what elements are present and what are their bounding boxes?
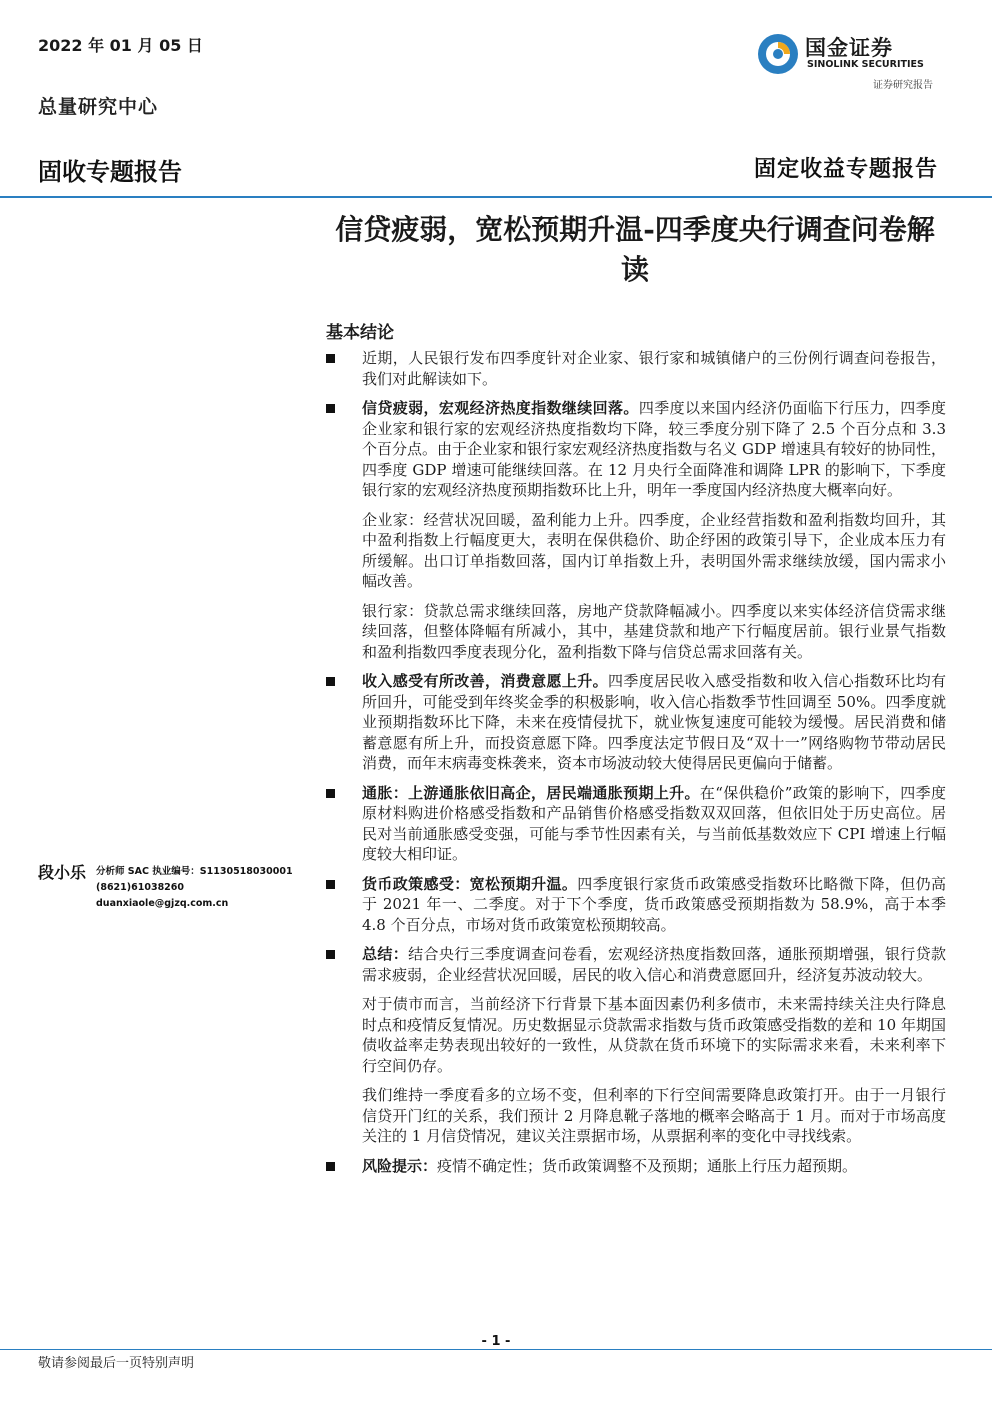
report-title: 信贷疲弱，宽松预期升温-四季度央行调查问卷解读 xyxy=(335,213,935,286)
sub-paragraph xyxy=(326,510,946,592)
bullet-text: 在“保供稳价”政策的影响下，四季度原材料购进价格感受指数和产品销售价格感受指数双双回落，但依旧处于历史高位。居民对当前通胀感受变强，可能与季节性因素有关，与当前低基数效应下 CPI 增速上行幅度较大相印证。 xyxy=(362,783,946,863)
bullet-text: 企业家：经营状况回暖，盈利能力上升。四季度，企业经营指数和盈利指数均回升，其中盈利指数上行幅度更大，表明在保供稳价、助企纾困的政策引导下，企业成本压力有所缓解。出口订单指数回落，国内订单指数上升，表明国外需求继续放缓，国内需求小幅改善。 xyxy=(362,510,946,590)
bullet-item xyxy=(326,348,946,389)
bullet-square-icon xyxy=(326,354,335,363)
bullet-text: 银行家：贷款总需求继续回落，房地产贷款降幅减小。四季度以来实体经济信贷需求继续回落，但整体降幅有所减小，其中，基建贷款和地产下行幅度居前。银行业景气指数和盈利指数四季度表现分化，盈利指数下降与信贷总需求回落有关。 xyxy=(362,601,946,661)
bullet-text: 疫情不确定性；货币政策调整不及预期；通胀上行压力超预期。 xyxy=(437,1156,858,1175)
author-info xyxy=(96,864,293,912)
report-type-left: 固收专题报告 xyxy=(38,158,182,186)
header-divider xyxy=(0,196,992,198)
bullet-square-icon xyxy=(326,404,335,413)
bullet-item xyxy=(326,783,946,865)
bullet-lead: 信贷疲弱，宏观经济热度指数继续回落。 xyxy=(362,399,639,417)
bullet-text: 四季度居民收入感受指数和收入信心指数环比均有所回升，可能受到年终奖金季的积极影响，收入信心指数季节性回调至 50%。四季度就业预期指数环比下降，未来在疫情侵扰下，就业恢复速度可能较为缓慢。居民消费和储蓄意愿有所上升，而投资意愿下降。四季度法定节假日及“双十一”网络购物节带动居民消费，而年末病毒变株袭来，资本市场波动较大使得居民更偏向于储蓄。 xyxy=(362,672,946,772)
logo-chinese-name: 国金证券 xyxy=(805,36,893,60)
bullet-square-icon xyxy=(326,677,335,686)
bullet-square-icon xyxy=(326,950,335,959)
conclusion-list xyxy=(326,348,946,1185)
author-name: 段小乐 xyxy=(38,863,87,882)
bullet-square-icon xyxy=(326,1162,335,1171)
bullet-lead: 风险提示： xyxy=(362,1156,438,1175)
bullet-item xyxy=(326,398,946,501)
sub-paragraph xyxy=(326,1085,946,1147)
logo-english-name: SINOLINK SECURITIES xyxy=(807,59,924,70)
bullet-item xyxy=(326,874,946,936)
footer-disclaimer: 敬请参阅最后一页特别声明 xyxy=(38,1356,195,1371)
section-heading: 基本结论 xyxy=(326,323,394,343)
bullet-square-icon xyxy=(326,880,335,889)
report-type-right: 固定收益专题报告 xyxy=(753,156,938,182)
bullet-item xyxy=(326,1156,946,1177)
page-number: - 1 - xyxy=(481,1334,511,1349)
bullet-lead: 收入感受有所改善，消费意愿上升。 xyxy=(362,672,609,690)
report-date: 2022 年 01 月 05 日 xyxy=(38,36,203,55)
bullet-item xyxy=(326,944,946,985)
company-logo xyxy=(757,29,947,91)
bullet-text: 对于债市而言，当前经济下行背景下基本面因素仍利多债市，未来需持续关注央行降息时点和疫情反复情况。历史数据显示贷款需求指数与货币政策感受指数的差和 10 年期国债收益率走势表现出较好的一致性，从贷款在货币环境下的实际需求来看，未来利率下行空间仍存。 xyxy=(362,995,946,1075)
sub-paragraph xyxy=(326,601,946,663)
department-name: 总量研究中心 xyxy=(38,96,159,118)
bullet-text: 四季度以来国内经济仍面临下行压力，四季度企业家和银行家的宏观经济热度指数均下降，较三季度分别下降了 2.5 个百分点和 3.3 个百分点。由于企业家和银行家宏观经济热度指数与名义 GDP 增速具有较好的协同性，四季度 GDP 增速可能继续回落。在 12 月央行全面降准和调降 LPR 的影响下，下季度银行家的宏观经济热度预期指数环比上升，明年一季度国内经济热度大概率向好。 xyxy=(362,399,946,499)
sub-paragraph xyxy=(326,994,946,1076)
bullet-square-icon xyxy=(326,789,335,798)
bullet-text: 四季度银行家货币政策感受指数环比略微下降，但仍高于 2021 年一、二季度。对于下个季度，货币政策感受预期指数为 58.9%，高于本季 4.8 个百分点，市场对货币政策宽松预期较高。 xyxy=(362,874,946,934)
sinolink-logo-icon xyxy=(757,33,799,75)
author-license: 分析师 SAC 执业编号：S1130518030001 xyxy=(96,866,293,877)
bullet-text: 我们维持一季度看多的立场不变，但利率的下行空间需要降息政策打开。由于一月银行信贷开门红的关系，我们预计 2 月降息靴子落地的概率会略高于 1 月。而对于市场高度关注的 1 月信贷情况，建议关注票据市场，从票据利率的变化中寻找线索。 xyxy=(362,1086,946,1145)
author-email: duanxiaole@gjzq.com.cn xyxy=(96,898,229,909)
bullet-lead: 货币政策感受：宽松预期升温。 xyxy=(362,874,578,893)
bullet-text: 近期，人民银行发布四季度针对企业家、银行家和城镇储户的三份例行调查问卷报告，我们对此解读如下。 xyxy=(362,349,946,388)
bullet-lead: 总结： xyxy=(362,945,409,963)
author-phone: (8621)61038260 xyxy=(96,882,185,893)
footer-divider xyxy=(0,1349,992,1350)
bullet-item xyxy=(326,671,946,774)
logo-subtitle: 证券研究报告 xyxy=(873,80,933,91)
bullet-text: 结合央行三季度调查问卷看，宏观经济热度指数回落，通胀预期增强，银行贷款需求疲弱，企业经营状况回暖，居民的收入信心和消费意愿回升，经济复苏波动较大。 xyxy=(362,945,946,984)
bullet-lead: 通胀：上游通胀依旧高企，居民端通胀预期上升。 xyxy=(362,783,700,802)
